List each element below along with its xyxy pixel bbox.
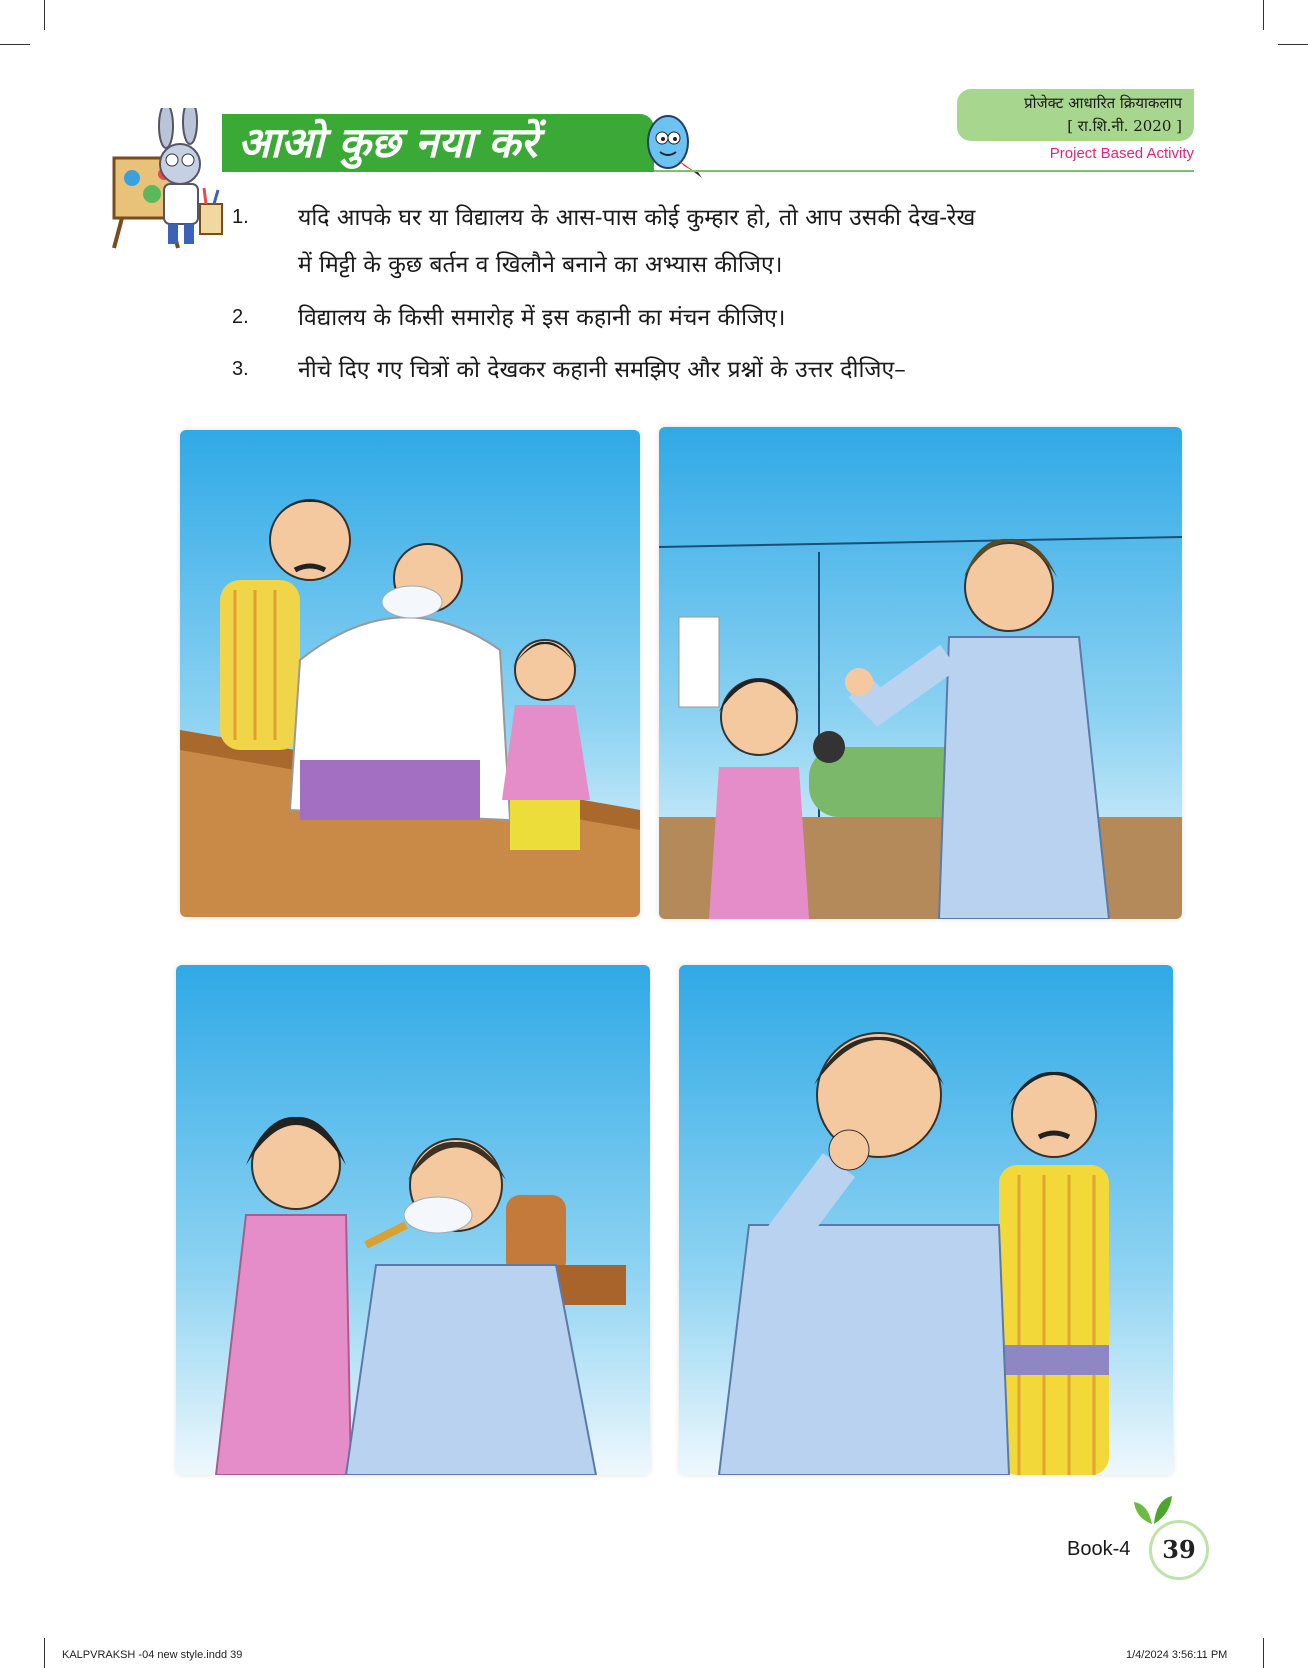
story-panel-2	[659, 427, 1182, 919]
tag-line-1: प्रोजेक्ट आधारित क्रियाकलाप	[1024, 94, 1182, 112]
crop-mark	[1263, 1638, 1264, 1668]
activity-text: विद्यालय के किसी समारोह में इस कहानी का मंचन कीजिए।	[298, 305, 786, 331]
page-title: आओ कुछ नया करें	[238, 118, 538, 167]
book-label: Book-4	[1067, 1538, 1131, 1560]
activity-text: यदि आपके घर या विद्यालय के आस-पास कोई कुम्हार हो, तो आप उसकी देख-रेख	[298, 205, 976, 231]
crop-mark	[44, 0, 45, 30]
activity-number: 2.	[232, 306, 249, 328]
story-panel-3	[176, 965, 650, 1475]
crop-mark	[1278, 44, 1308, 45]
crop-mark	[1263, 0, 1264, 30]
story-panel-4	[679, 965, 1173, 1475]
tag-english: Project Based Activity	[1049, 145, 1194, 162]
activity-text: में मिट्टी के कुछ बर्तन व खिलौने बनाने का अभ्यास कीजिए।	[298, 252, 783, 278]
page-number: 39	[1149, 1520, 1209, 1580]
story-panel-1	[180, 430, 640, 917]
slug-file: KALPVRAKSH -04 new style.indd 39	[62, 1649, 243, 1661]
header-rule	[654, 170, 1194, 172]
crop-mark	[44, 1638, 45, 1668]
crop-mark	[0, 44, 30, 45]
activity-number: 1.	[232, 206, 249, 228]
activity-number: 3.	[232, 358, 249, 380]
rabbit-painter-icon	[108, 108, 232, 252]
slug-timestamp: 1/4/2024 3:56:11 PM	[1126, 1649, 1228, 1661]
tag-line-2: [ रा.शि.नी. 2020 ]	[1067, 117, 1182, 135]
activity-text: नीचे दिए गए चित्रों को देखकर कहानी समझिए और प्रश्नों के उत्तर दीजिए–	[298, 357, 906, 383]
activity-tag	[957, 89, 1194, 141]
